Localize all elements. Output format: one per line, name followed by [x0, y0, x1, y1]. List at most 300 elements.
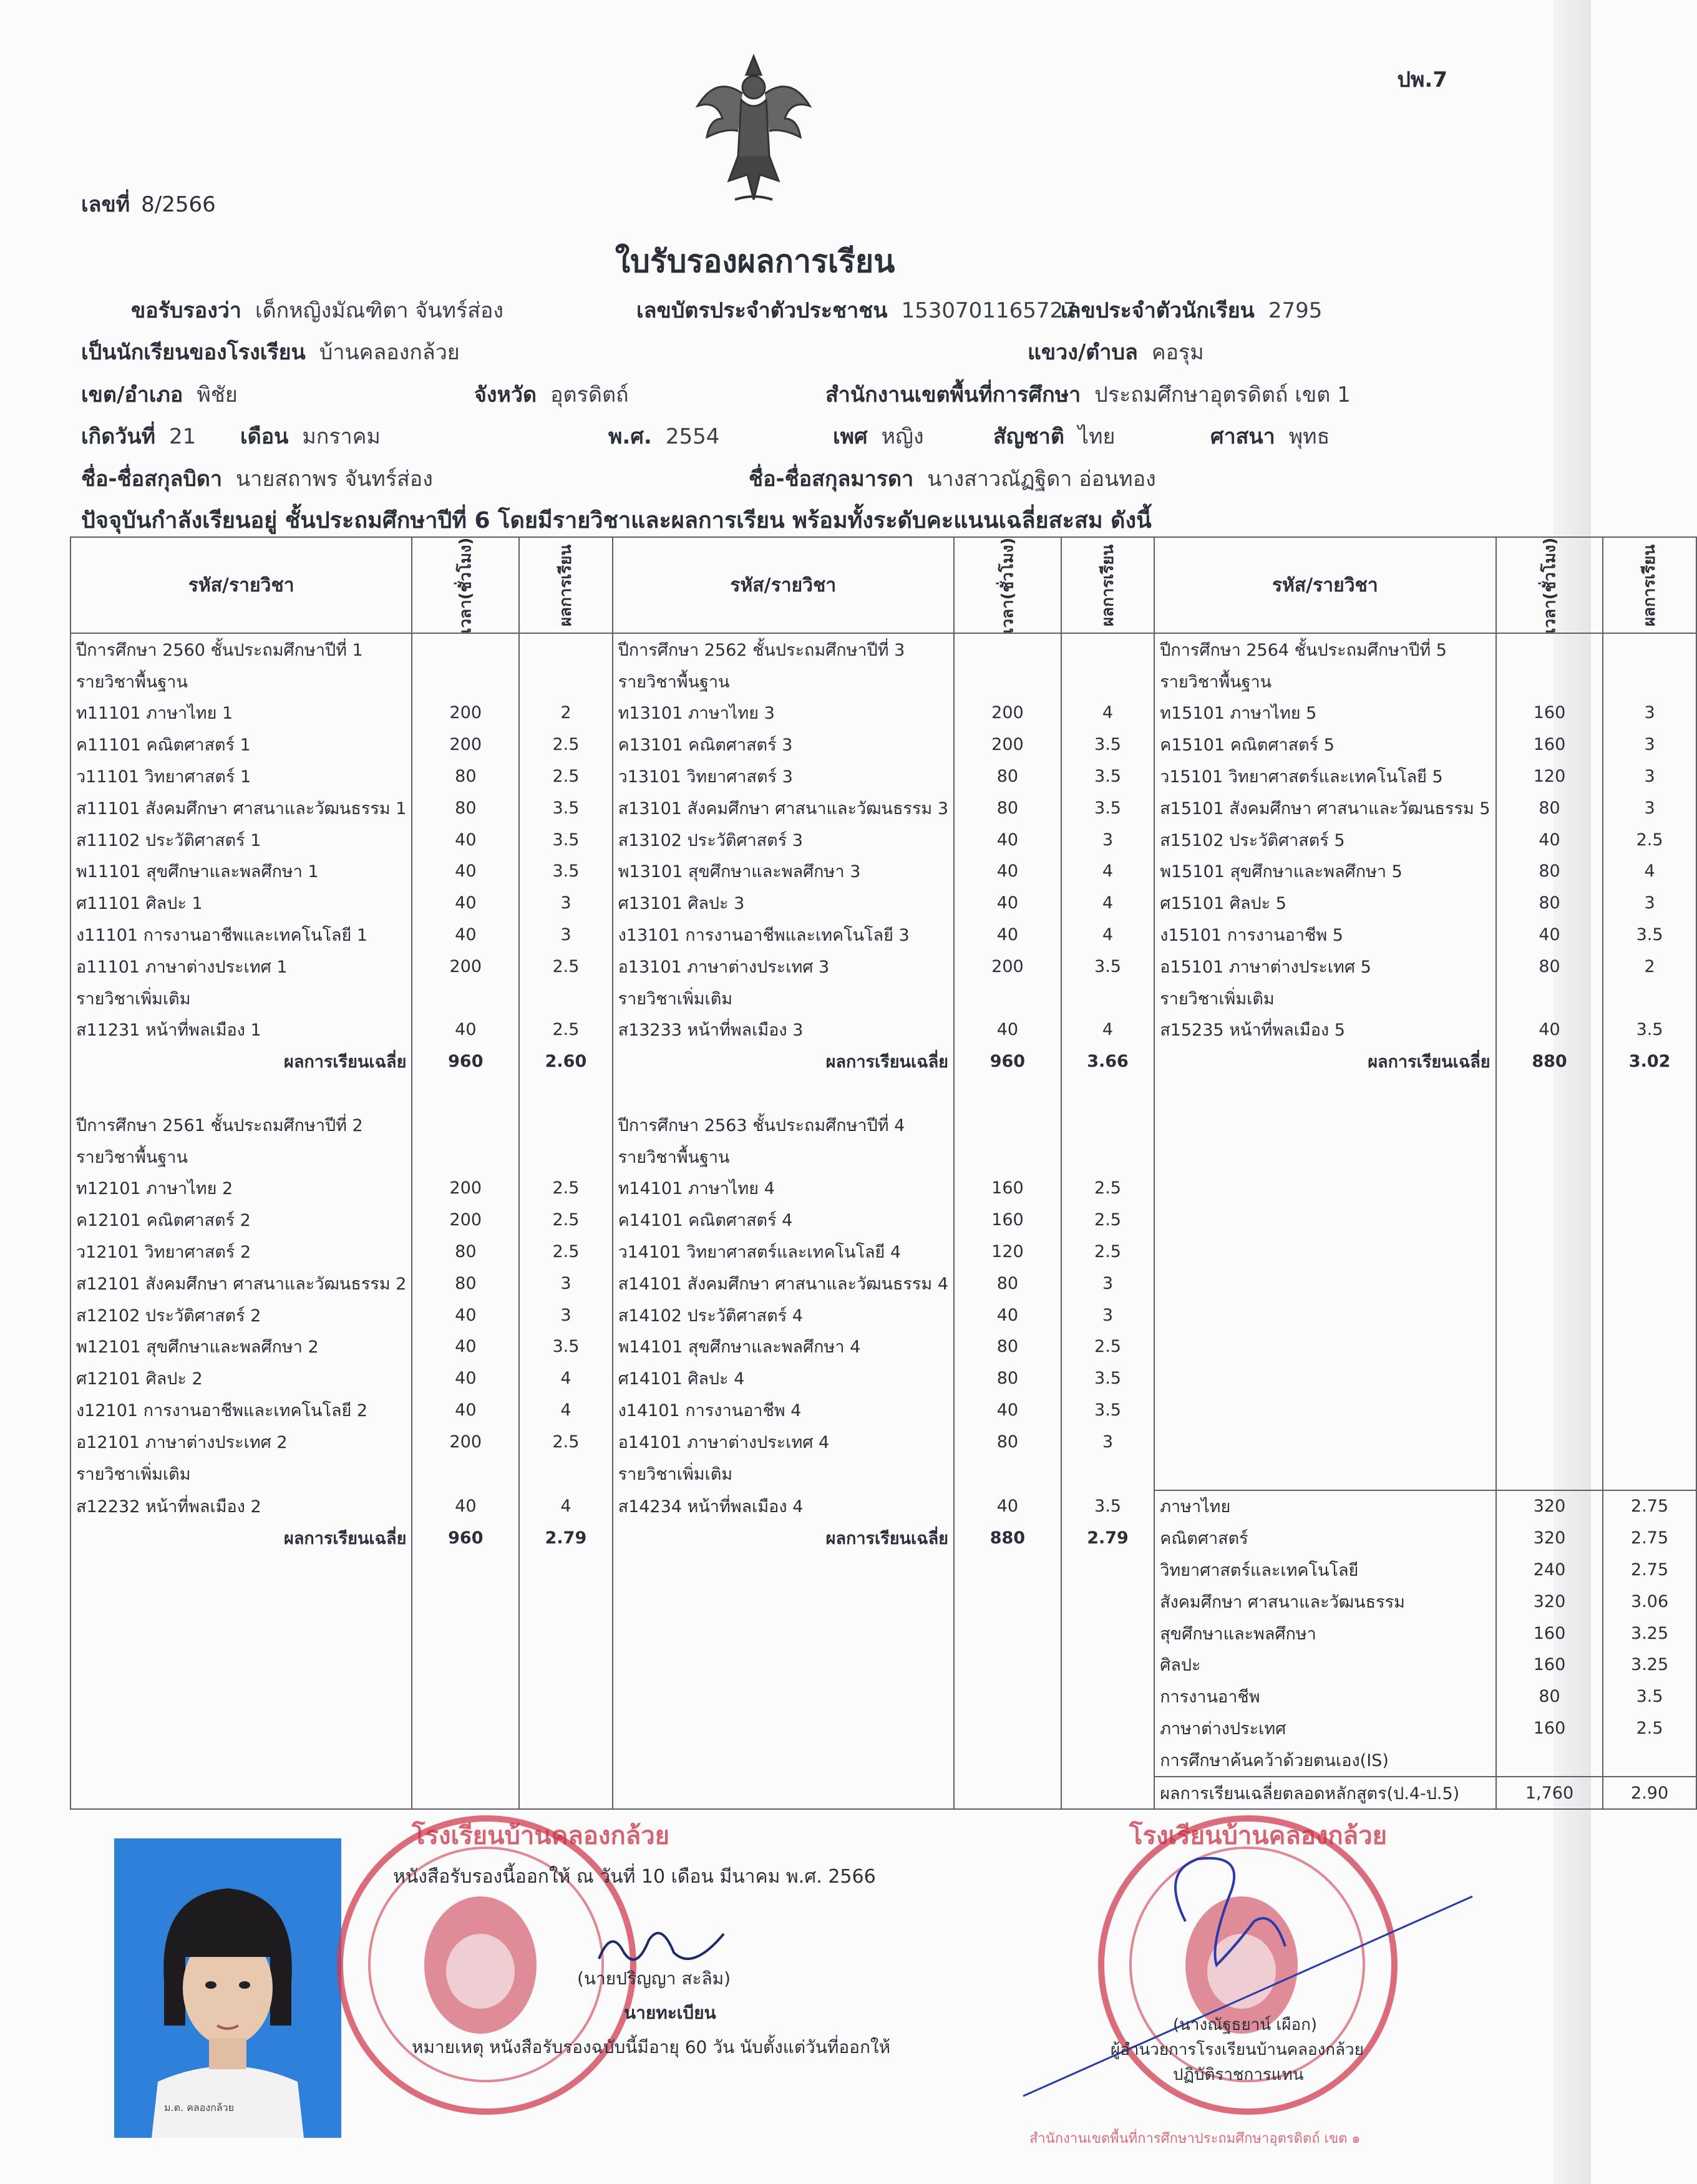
hours-cell: 40	[954, 1394, 1061, 1426]
hours-cell: 40	[954, 1490, 1061, 1523]
empty-cell	[412, 1777, 519, 1810]
subject-cell: ท11101 ภาษาไทย 1	[71, 697, 412, 729]
subject-cell: ศ14101 ศิลปะ 4	[613, 1362, 954, 1394]
grade-cell: 3	[1603, 792, 1696, 824]
empty-cell	[1061, 1649, 1154, 1681]
hours-cell	[1496, 1458, 1603, 1490]
summary-grade-cell: 2.75	[1603, 1554, 1696, 1586]
hours-cell	[1496, 633, 1603, 666]
summary-row	[71, 1618, 1696, 1649]
subject-cell: ศ12101 ศิลปะ 2	[71, 1362, 412, 1394]
empty-cell	[412, 1649, 519, 1681]
hours-cell: 80	[954, 792, 1061, 824]
empty-cell	[954, 1744, 1061, 1777]
grade-cell: 2.5	[1603, 824, 1696, 856]
summary-row	[71, 1777, 1696, 1810]
average-label: ผลการเรียนเฉลี่ย	[613, 1046, 954, 1077]
subject-cell: รายวิชาเพิ่มเติม	[613, 983, 954, 1014]
subject-cell: คณิตศาสตร์	[1154, 1522, 1495, 1554]
subject-cell: รายวิชาเพิ่มเติม	[1154, 983, 1495, 1014]
subject-cell: ส11231 หน้าที่พลเมือง 1	[71, 1014, 412, 1046]
grade-cell: 2	[1603, 951, 1696, 983]
average-label: ผลการเรียนเฉลี่ย	[613, 1522, 954, 1554]
stamp-subtext-right: สำนักงานเขตพื้นที่การศึกษาประถมศึกษาอุตรดิตถ์ เขต ๑	[1029, 2131, 1361, 2147]
hours-cell: 960	[412, 1046, 519, 1077]
subject-cell: ปีการศึกษา 2562 ชั้นประถมศึกษาปีที่ 3	[613, 633, 954, 666]
grade-cell: 3.5	[519, 856, 612, 888]
subject-cell: อ11101 ภาษาต่างประเทศ 1	[71, 951, 412, 983]
grade-cell: 2.60	[519, 1046, 612, 1077]
hours-cell: 80	[412, 760, 519, 792]
subject-cell: ง15101 การงานอาชีพ 5	[1154, 919, 1495, 951]
subject-cell: พ14101 สุขศึกษาและพลศึกษา 4	[613, 1331, 954, 1363]
hours-cell	[1496, 1426, 1603, 1458]
grade-cell: 2.5	[1061, 1204, 1154, 1236]
subject-cell: ปีการศึกษา 2563 ชั้นประถมศึกษาปีที่ 4	[613, 1109, 954, 1141]
empty-cell	[1061, 1681, 1154, 1712]
grade-cell	[1603, 1299, 1696, 1331]
summary-grade-cell: 3.06	[1603, 1586, 1696, 1618]
grade-cell	[1603, 1268, 1696, 1299]
grade-cell: 3	[1061, 1268, 1154, 1299]
summary-subject-cell: วิทยาศาสตร์และเทคโนโลยี	[1154, 1554, 1495, 1586]
grade-cell: 3	[1603, 887, 1696, 919]
empty-cell	[519, 1586, 612, 1618]
empty-cell	[613, 1554, 954, 1586]
grade-cell: 2.5	[1061, 1331, 1154, 1363]
hours-cell: 40	[412, 824, 519, 856]
hours-cell	[954, 1141, 1061, 1173]
hours-cell: 200	[412, 697, 519, 729]
subject-cell: พ13101 สุขศึกษาและพลศึกษา 3	[613, 856, 954, 888]
grade-cell: 3.02	[1603, 1046, 1696, 1077]
empty-cell	[1061, 1586, 1154, 1618]
director-position-2: ปฏิบัติราชการแทน	[1173, 2065, 1304, 2084]
hours-cell	[1496, 1331, 1603, 1363]
subject-cell: ค14101 คณิตศาสตร์ 4	[613, 1204, 954, 1236]
info-citizen-id: เลขบัตรประจำตัวประชาชน 1530701165727	[636, 298, 1077, 323]
subject-cell: ว13101 วิทยาศาสตร์ 3	[613, 760, 954, 792]
grade-cell	[1603, 1362, 1696, 1394]
subject-cell	[1154, 1173, 1495, 1205]
grade-cell: 3.5	[1061, 792, 1154, 824]
summary-subject-cell: การงานอาชีพ	[1154, 1681, 1495, 1712]
subject-cell	[71, 1077, 412, 1109]
summary-hours-cell: 160	[1496, 1712, 1603, 1744]
empty-cell	[71, 1554, 412, 1586]
grade-cell: 3.5	[1603, 1014, 1696, 1046]
grades-table	[70, 536, 1697, 1810]
subject-cell: ปีการศึกษา 2560 ชั้นประถมศึกษาปีที่ 1	[71, 633, 412, 666]
table-row	[71, 729, 1696, 760]
form-code: ปพ.7	[1397, 67, 1447, 92]
subject-cell: รายวิชาเพิ่มเติม	[613, 1458, 954, 1490]
table-row	[71, 1362, 1696, 1394]
grade-cell: 2.5	[519, 729, 612, 760]
empty-cell	[1061, 1554, 1154, 1586]
hours-cell: 80	[954, 760, 1061, 792]
hours-cell: 880	[954, 1522, 1061, 1554]
grade-cell: 3	[519, 919, 612, 951]
header-grade-1: ผลการเรียน	[519, 537, 612, 633]
hours-cell: 40	[412, 887, 519, 919]
grade-cell: 3.5	[519, 792, 612, 824]
empty-cell	[71, 1712, 412, 1744]
grade-cell: 3	[1603, 729, 1696, 760]
hours-cell: 40	[412, 1394, 519, 1426]
table-row	[71, 919, 1696, 951]
grade-cell	[1603, 1331, 1696, 1363]
hours-cell	[1496, 1268, 1603, 1299]
subject-cell: อ15101 ภาษาต่างประเทศ 5	[1154, 951, 1495, 983]
hours-cell: 40	[412, 919, 519, 951]
hours-cell	[1496, 1236, 1603, 1268]
empty-cell	[613, 1618, 954, 1649]
subject-cell: ว12101 วิทยาศาสตร์ 2	[71, 1236, 412, 1268]
grade-cell: 2.5	[519, 1173, 612, 1205]
hours-cell	[412, 633, 519, 666]
table-row	[71, 1077, 1696, 1109]
hours-cell: 200	[954, 951, 1061, 983]
subject-cell: ปีการศึกษา 2564 ชั้นประถมศึกษาปีที่ 5	[1154, 633, 1495, 666]
subject-cell	[1154, 1109, 1495, 1141]
empty-cell	[1061, 1618, 1154, 1649]
table-row	[71, 1236, 1696, 1268]
table-row	[71, 983, 1696, 1014]
subject-cell: ศ11101 ศิลปะ 1	[71, 887, 412, 919]
summary-row	[71, 1649, 1696, 1681]
info-subdistrict: แขวง/ตำบล คอรุม	[1028, 340, 1204, 365]
empty-cell	[412, 1681, 519, 1712]
subject-cell: ศ13101 ศิลปะ 3	[613, 887, 954, 919]
subject-cell: รายวิชาพื้นฐาน	[71, 1141, 412, 1173]
hours-cell: 80	[412, 1236, 519, 1268]
hours-cell: 80	[1496, 856, 1603, 888]
empty-cell	[412, 1586, 519, 1618]
hours-cell: 200	[954, 697, 1061, 729]
subject-cell: ปีการศึกษา 2561 ชั้นประถมศึกษาปีที่ 2	[71, 1109, 412, 1141]
hours-cell	[954, 1109, 1061, 1141]
grade-cell: 4	[519, 1362, 612, 1394]
subject-cell: ส11102 ประวัติศาสตร์ 1	[71, 824, 412, 856]
table-row	[71, 760, 1696, 792]
hours-cell	[954, 666, 1061, 697]
hours-cell: 80	[954, 1331, 1061, 1363]
subject-cell: รายวิชาเพิ่มเติม	[71, 983, 412, 1014]
hours-cell: 80	[954, 1268, 1061, 1299]
empty-cell	[1061, 1777, 1154, 1810]
grade-cell: 4	[519, 1394, 612, 1426]
summary-grade-cell: 3.25	[1603, 1649, 1696, 1681]
subject-cell: ส12232 หน้าที่พลเมือง 2	[71, 1490, 412, 1523]
subject-cell	[1154, 1236, 1495, 1268]
subject-cell: อ12101 ภาษาต่างประเทศ 2	[71, 1426, 412, 1458]
subject-cell: ท14101 ภาษาไทย 4	[613, 1173, 954, 1205]
subject-cell: ว15101 วิทยาศาสตร์และเทคโนโลยี 5	[1154, 760, 1495, 792]
empty-cell	[71, 1681, 412, 1712]
grade-cell	[1061, 1458, 1154, 1490]
empty-cell	[613, 1777, 954, 1810]
hours-cell: 80	[1496, 792, 1603, 824]
grade-cell: 2.5	[519, 1236, 612, 1268]
hours-cell: 880	[1496, 1046, 1603, 1077]
subject-cell	[613, 1077, 954, 1109]
subject-cell: ง11101 การงานอาชีพและเทคโนโลยี 1	[71, 919, 412, 951]
table-row	[71, 1014, 1696, 1046]
header-subject-3: รหัส/รายวิชา	[1154, 537, 1495, 633]
empty-cell	[613, 1681, 954, 1712]
empty-cell	[71, 1777, 412, 1810]
garuda-emblem-icon	[691, 50, 816, 212]
grade-cell: 2.79	[519, 1522, 612, 1554]
document-number	[81, 187, 216, 221]
summary-row	[71, 1744, 1696, 1777]
grade-cell: 4	[1061, 1014, 1154, 1046]
table-row	[71, 1522, 1696, 1554]
summary-hours-cell: 160	[1496, 1649, 1603, 1681]
summary-row	[71, 1712, 1696, 1744]
grade-cell: 3.5	[1603, 919, 1696, 951]
subject-cell: ท13101 ภาษาไทย 3	[613, 697, 954, 729]
hours-cell	[954, 633, 1061, 666]
subject-cell	[1154, 1268, 1495, 1299]
info-province: จังหวัด อุตรดิตถ์	[474, 382, 629, 407]
hours-cell: 40	[954, 919, 1061, 951]
grade-cell: 3.66	[1061, 1046, 1154, 1077]
subject-cell	[1154, 1331, 1495, 1363]
hours-cell: 40	[1496, 919, 1603, 951]
hours-cell	[1496, 1299, 1603, 1331]
grade-cell	[519, 1141, 612, 1173]
hours-cell: 40	[954, 856, 1061, 888]
hours-cell: 40	[412, 1490, 519, 1523]
subject-cell	[1154, 1204, 1495, 1236]
subject-cell: ท15101 ภาษาไทย 5	[1154, 697, 1495, 729]
hours-cell	[412, 1458, 519, 1490]
subject-cell: ว14101 วิทยาศาสตร์และเทคโนโลยี 4	[613, 1236, 954, 1268]
header-hours-2: เวลา(ชั่วโมง)	[954, 537, 1061, 633]
grade-cell: 3	[519, 1268, 612, 1299]
grade-cell: 2.79	[1061, 1522, 1154, 1554]
summary-hours-cell: 80	[1496, 1681, 1603, 1712]
table-row	[71, 856, 1696, 888]
grade-cell: 3	[1061, 824, 1154, 856]
subject-cell: ค15101 คณิตศาสตร์ 5	[1154, 729, 1495, 760]
summary-row	[71, 1554, 1696, 1586]
validity-note: หมายเหตุ หนังสือรับรองฉบับนี้มีอายุ 60 วัน นับตั้งแต่วันที่ออกให้	[412, 2037, 891, 2057]
grade-cell: 3.5	[1061, 1394, 1154, 1426]
grade-cell	[1603, 1458, 1696, 1490]
grade-cell	[1603, 1236, 1696, 1268]
summary-subject-cell: ศิลปะ	[1154, 1649, 1495, 1681]
table-row	[71, 1331, 1696, 1363]
empty-cell	[613, 1649, 954, 1681]
subject-cell: ส14102 ประวัติศาสตร์ 4	[613, 1299, 954, 1331]
subject-cell	[1154, 1394, 1495, 1426]
hours-cell: 80	[954, 1362, 1061, 1394]
hours-cell	[412, 1109, 519, 1141]
subject-cell: พ15101 สุขศึกษาและพลศึกษา 5	[1154, 856, 1495, 888]
grade-cell	[1061, 1141, 1154, 1173]
subject-cell	[1154, 1299, 1495, 1331]
grade-cell: 2.5	[519, 760, 612, 792]
grade-cell: 2.75	[1603, 1522, 1696, 1554]
info-birth-month: เดือน มกราคม	[240, 424, 381, 449]
hours-cell: 40	[1496, 824, 1603, 856]
table-row	[71, 1173, 1696, 1205]
grade-cell: 4	[1061, 919, 1154, 951]
summary-grade-cell: 3.5	[1603, 1681, 1696, 1712]
subject-cell: รายวิชาพื้นฐาน	[613, 666, 954, 697]
grade-cell	[1603, 666, 1696, 697]
hours-cell: 160	[1496, 729, 1603, 760]
hours-cell: 960	[412, 1522, 519, 1554]
subject-cell: พ11101 สุขศึกษาและพลศึกษา 1	[71, 856, 412, 888]
hours-cell	[1496, 1141, 1603, 1173]
subject-cell: ส13102 ประวัติศาสตร์ 3	[613, 824, 954, 856]
hours-cell: 80	[954, 1426, 1061, 1458]
summary-subject-cell: การศึกษาค้นคว้าด้วยตนเอง(IS)	[1154, 1744, 1495, 1777]
photo-caption: ม.ต. คลองกล้วย	[164, 2102, 234, 2114]
subject-cell	[1154, 1362, 1495, 1394]
table-row	[71, 1394, 1696, 1426]
summary-subject-cell: สุขศึกษาและพลศึกษา	[1154, 1618, 1495, 1649]
hours-cell	[1496, 1077, 1603, 1109]
hours-cell: 200	[412, 951, 519, 983]
grade-cell	[1061, 666, 1154, 697]
grade-cell: 2.5	[519, 1204, 612, 1236]
table-row	[71, 666, 1696, 697]
summary-grade-cell: 3.25	[1603, 1618, 1696, 1649]
header-grade-3: ผลการเรียน	[1603, 537, 1696, 633]
info-birth-year: พ.ศ. 2554	[608, 424, 720, 449]
hours-cell	[412, 666, 519, 697]
hours-cell	[1496, 1204, 1603, 1236]
grade-cell	[1603, 1204, 1696, 1236]
summary-hours-cell: 240	[1496, 1554, 1603, 1586]
hours-cell: 200	[954, 729, 1061, 760]
info-mother: ชื่อ-ชื่อสกุลมารดา นางสาวณัฏฐิดา อ่อนทอง	[749, 467, 1156, 492]
subject-cell: ว11101 วิทยาศาสตร์ 1	[71, 760, 412, 792]
subject-cell: ส11101 สังคมศึกษา ศาสนาและวัฒนธรรม 1	[71, 792, 412, 824]
grade-cell: 3	[1603, 760, 1696, 792]
subject-cell: ส13233 หน้าที่พลเมือง 3	[613, 1014, 954, 1046]
subject-cell: ค12101 คณิตศาสตร์ 2	[71, 1204, 412, 1236]
grade-cell	[519, 983, 612, 1014]
subject-cell: รายวิชาพื้นฐาน	[1154, 666, 1495, 697]
subject-cell: ค13101 คณิตศาสตร์ 3	[613, 729, 954, 760]
subject-cell: ส12101 สังคมศึกษา ศาสนาและวัฒนธรรม 2	[71, 1268, 412, 1299]
subject-cell: ค11101 คณิตศาสตร์ 1	[71, 729, 412, 760]
summary-grade-cell	[1603, 1744, 1696, 1777]
subject-cell: รายวิชาเพิ่มเติม	[71, 1458, 412, 1490]
doc-no-label: เลขที่	[81, 192, 130, 217]
average-label: ผลการเรียนเฉลี่ย	[71, 1046, 412, 1077]
hours-cell: 960	[954, 1046, 1061, 1077]
subject-cell: ท12101 ภาษาไทย 2	[71, 1173, 412, 1205]
hours-cell: 320	[1496, 1490, 1603, 1523]
grade-cell	[519, 1458, 612, 1490]
subject-cell: ง13101 การงานอาชีพและเทคโนโลยี 3	[613, 919, 954, 951]
hours-cell: 200	[412, 1204, 519, 1236]
hours-cell: 40	[1496, 1014, 1603, 1046]
subject-cell: ส12102 ประวัติศาสตร์ 2	[71, 1299, 412, 1331]
hours-cell	[1496, 1109, 1603, 1141]
grade-cell: 3.5	[519, 1331, 612, 1363]
empty-cell	[613, 1586, 954, 1618]
average-label: ผลการเรียนเฉลี่ย	[1154, 1046, 1495, 1077]
summary-subject-cell: สังคมศึกษา ศาสนาและวัฒนธรรม	[1154, 1586, 1495, 1618]
hours-cell	[954, 1077, 1061, 1109]
grade-cell: 2.5	[519, 1426, 612, 1458]
info-religion: ศาสนา พุทธ	[1210, 424, 1330, 449]
grade-cell	[519, 666, 612, 697]
subject-cell: อ14101 ภาษาต่างประเทศ 4	[613, 1426, 954, 1458]
empty-cell	[412, 1712, 519, 1744]
grade-cell: 3.5	[1061, 1362, 1154, 1394]
table-row	[71, 951, 1696, 983]
subject-cell	[1154, 1077, 1495, 1109]
empty-cell	[412, 1554, 519, 1586]
hours-cell: 120	[1496, 760, 1603, 792]
table-row	[71, 1109, 1696, 1141]
grade-cell: 4	[1061, 887, 1154, 919]
hours-cell: 200	[412, 1426, 519, 1458]
grade-cell: 2.5	[519, 951, 612, 983]
empty-cell	[519, 1618, 612, 1649]
issued-date: หนังสือรับรองนี้ออกให้ ณ วันที่ 10 เดือน มีนาคม พ.ศ. 2566	[393, 1866, 876, 1888]
empty-cell	[613, 1744, 954, 1777]
empty-cell	[1061, 1712, 1154, 1744]
grade-cell: 4	[1061, 856, 1154, 888]
info-student-id: เลขประจำตัวนักเรียน 2795	[1061, 298, 1323, 323]
grade-cell	[519, 633, 612, 666]
hours-cell: 80	[1496, 887, 1603, 919]
empty-cell	[613, 1712, 954, 1744]
hours-cell: 200	[412, 1173, 519, 1205]
director-name: (นางณัฐธยาน์ เผือก)	[1173, 2016, 1318, 2034]
table-row	[71, 1490, 1696, 1523]
empty-cell	[519, 1681, 612, 1712]
grade-cell: 3.5	[1061, 729, 1154, 760]
table-row	[71, 1268, 1696, 1299]
empty-cell	[519, 1554, 612, 1586]
table-header-row	[71, 537, 1696, 633]
summary-hours-cell	[1496, 1744, 1603, 1777]
info-school: เป็นนักเรียนของโรงเรียน บ้านคลองกล้วย	[81, 340, 460, 365]
subject-cell: พ12101 สุขศึกษาและพลศึกษา 2	[71, 1331, 412, 1363]
hours-cell	[412, 1141, 519, 1173]
grade-cell: 4	[519, 1490, 612, 1523]
empty-cell	[1061, 1744, 1154, 1777]
info-father: ชื่อ-ชื่อสกุลบิดา นายสถาพร จันทร์ส่อง	[81, 467, 433, 492]
subject-cell: ศ15101 ศิลปะ 5	[1154, 887, 1495, 919]
grade-cell: 3	[1603, 697, 1696, 729]
hours-cell	[412, 1077, 519, 1109]
hours-cell: 40	[412, 1014, 519, 1046]
empty-cell	[519, 1744, 612, 1777]
grade-cell	[519, 1077, 612, 1109]
empty-cell	[412, 1618, 519, 1649]
subject-cell: ส14101 สังคมศึกษา ศาสนาและวัฒนธรรม 4	[613, 1268, 954, 1299]
stamp-text-left: โรงเรียนบ้านคลองกล้วย	[412, 1822, 670, 1850]
info-sex: เพศ หญิง	[833, 424, 924, 449]
empty-cell	[519, 1777, 612, 1810]
empty-cell	[954, 1554, 1061, 1586]
average-label: ผลการเรียนเฉลี่ย	[71, 1522, 412, 1554]
info-district: เขต/อำเภอ พิชัย	[81, 382, 238, 407]
table-row	[71, 1141, 1696, 1173]
